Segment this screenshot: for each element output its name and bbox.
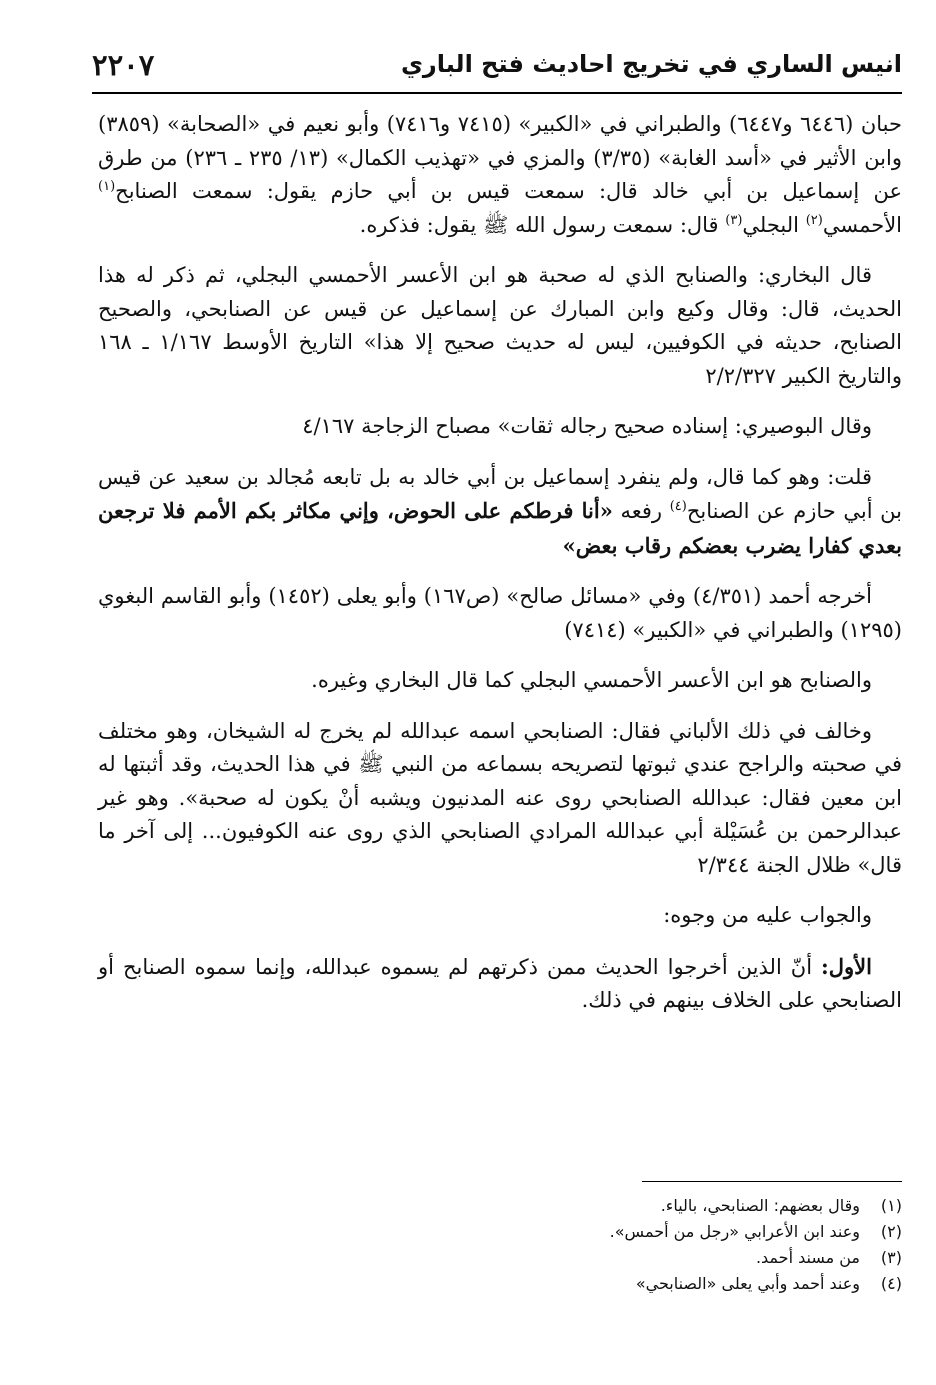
footnote-ref: (٤) (669, 499, 687, 514)
bold-text: الأول: (821, 953, 872, 979)
paragraph-text: والجواب عليه من وجوه: (663, 903, 872, 927)
paragraph (98, 580, 902, 647)
footnote-ref: (٣) (725, 212, 743, 228)
paragraph-text: وخالف في ذلك الألباني فقال: الصنابحي اسمه عبدالله لم يخرج له الشيخان، وهو مختلف في صحبته والراجح عندي ثبوتها لتصريحه بسماعه من النبي ﷺ في هذا الحديث، وقد أثبتها له ابن معين فقال: عبدالله الصنابحي روى عنه المدنيون ويشبه أنْ يكون له صحبة». وهو غير عبدالرحمن بن عُسَيْلة أبي عبدالله المرادي الصنابحي الذي روى عنه الكوفيون... إلى آخر ما قال» ظلال الجنة ٢/٣٤٤ (98, 718, 902, 877)
paragraph-text: الأحمسي (822, 212, 902, 237)
paragraph (98, 950, 902, 1018)
paragraph (98, 259, 902, 393)
paragraph-text: حبان (٦٤٤٦ و٦٤٤٧) والطبراني في «الكبير» (٧٤١٥ و٧٤١٦) وأبو نعيم في «الصحابة» (٣٨٥٩) وابن الأثير في «أسد الغابة» (٣/٣٥) والمزي في «تهذيب الكمال» (١٣/ ٢٣٥ ـ ٢٣٦) من طرق عن إسماعيل بن أبي خالد قال: سمعت قيس بن أبي حازم يقول: سمعت الصنابح (98, 112, 903, 203)
running-title: انيس الساري في تخريج احاديث فتح الباري (400, 50, 902, 78)
footnote-text: وعند ابن الأعرابي «رجل من أحمس». (609, 1222, 860, 1241)
paragraph-text: رفعه (612, 499, 670, 523)
footnote (122, 1219, 902, 1245)
footnote-number: (٣) (880, 1248, 902, 1267)
footnote-text: وقال بعضهم: الصنابحي، بالياء. (660, 1196, 860, 1215)
paragraph-text: والصنابح هو ابن الأعسر الأحمسي البجلي كما قال البخاري وغيره. (311, 668, 872, 692)
paragraph (98, 461, 902, 564)
paragraph-text: قال البخاري: والصنابح الذي له صحبة هو ابن الأعسر الأحمسي البجلي، ثم ذكر له هذا الحديث، قال: وقال وكيع وابن المبارك عن إسماعيل عن قيس عن الصنابحي، والصحيح الصنابح، حديثه في الكوفيين، ليس له حديث صحيح إلا هذا» التاريخ الأوسط ١/١٦٧ ـ ١٦٨ والتاريخ الكبير ٢/٢/٣٢٧ (98, 263, 902, 388)
footnote (122, 1271, 902, 1297)
footnote (122, 1245, 902, 1271)
main-text (98, 108, 902, 1035)
footnote-text: من مسند أحمد. (755, 1248, 860, 1267)
footnote-number: (١) (880, 1196, 902, 1215)
footnote (122, 1193, 902, 1219)
footnote-ref: (٢) (805, 212, 823, 228)
bold-text: «أنا فرطكم على الحوض، وإني مكاثر بكم الأمم فلا ترجعن بعدي كفارا يضرب بعضكم رقاب بعض» (98, 498, 902, 558)
footnote-number: (٢) (880, 1222, 902, 1241)
footnote-ref: (١) (98, 179, 116, 194)
paragraph (98, 899, 902, 933)
paragraph (98, 410, 902, 444)
page-header (92, 40, 902, 94)
paragraph-text: قلت: وهو كما قال، ولم ينفرد إسماعيل بن أبي خالد به بل تابعه مُجالد بن سعيد عن قيس بن أبي حازم عن الصنابح (98, 464, 902, 523)
page-number: ٢٢٠٧ (92, 48, 155, 82)
paragraph-text: وقال البوصيري: إسناده صحيح رجاله ثقات» مصباح الزجاجة ٤/١٦٧ (302, 414, 872, 438)
paragraph-text: أنّ الذين أخرجوا الحديث ممن ذكرتهم لم يسموه عبدالله، وإنما سموه الصنابح أو الصنابحي على الخلاف بينهم في ذلك. (98, 954, 902, 1012)
footnote-text: وعند أحمد وأبي يعلى «الصنابحي» (635, 1274, 860, 1293)
paragraph-text: قال: سمعت رسول الله ﷺ يقول: فذكره. (359, 212, 726, 237)
paragraph (98, 664, 902, 698)
footnote-separator (642, 1181, 902, 1182)
footnote-number: (٤) (880, 1274, 902, 1293)
footnotes (122, 1193, 902, 1297)
paragraph-text: البجلي (742, 212, 806, 237)
paragraph (98, 108, 902, 242)
paragraph-text: أخرجه أحمد (٤/٣٥١) وفي «مسائل صالح» (ص١٦٧) وأبو يعلى (١٤٥٢) وأبو القاسم البغوي (١٢٩٥) والطبراني في «الكبير» (٧٤١٤) (98, 584, 902, 642)
paragraph (98, 715, 902, 883)
